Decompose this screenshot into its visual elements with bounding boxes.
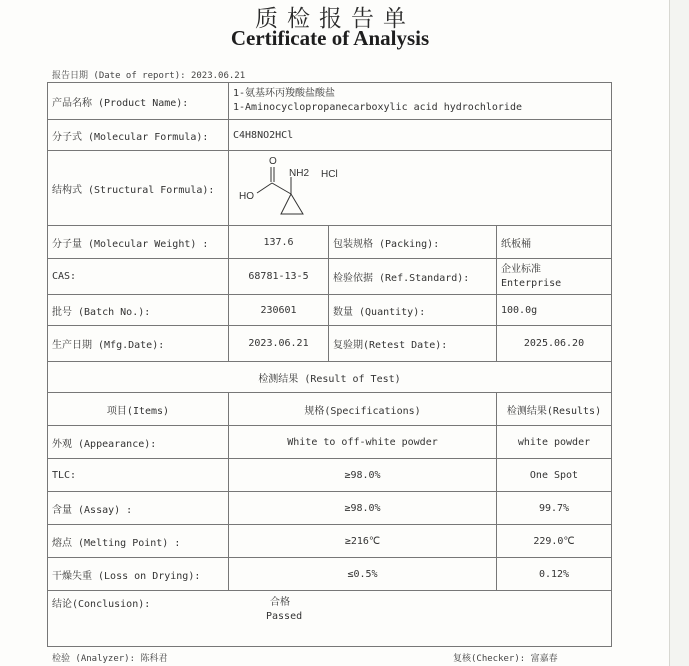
- result-item: TLC:: [48, 459, 229, 492]
- header-results: 检测结果(Results): [497, 393, 612, 426]
- weight-value: 137.6: [229, 226, 329, 259]
- product-name-cn: 1-氨基环丙羧酸盐酸盐: [233, 88, 336, 99]
- batch-label: 批号 (Batch No.):: [48, 295, 229, 326]
- date-row: [48, 326, 612, 362]
- product-name-value: [229, 83, 612, 120]
- result-item: 含量 (Assay) :: [48, 492, 229, 525]
- conclusion-value-en: Passed: [266, 611, 303, 622]
- cas-row: [48, 259, 612, 295]
- result-row: [48, 426, 612, 459]
- results-section-row: [48, 362, 612, 393]
- report-date: 报告日期 (Date of report): 2023.06.21: [52, 71, 246, 81]
- results-header-row: [48, 393, 612, 426]
- product-name-label: 产品名称 (Product Name):: [48, 83, 229, 120]
- checker-signature: 复核(Checker): 富嘉春: [453, 654, 558, 664]
- formula-row: [48, 120, 612, 151]
- conclusion-value-cn: 合格: [270, 597, 290, 608]
- conclusion-cell: [48, 591, 612, 647]
- results-section-title: 检测结果 (Result of Test): [48, 362, 612, 393]
- packing-label: 包装规格 (Packing):: [329, 226, 497, 259]
- result-row: [48, 459, 612, 492]
- header-items: 项目(Items): [48, 393, 229, 426]
- result-spec: White to off-white powder: [229, 426, 497, 459]
- result-row: [48, 525, 612, 558]
- conclusion-row: [48, 591, 612, 647]
- retest-date-label: 复验期(Retest Date):: [329, 326, 497, 362]
- structure-label: 结构式 (Structural Formula):: [48, 151, 229, 226]
- result-item: 干燥失重 (Loss on Drying):: [48, 558, 229, 591]
- result-item: 熔点 (Melting Point) :: [48, 525, 229, 558]
- ref-standard-label: 检验依据 (Ref.Standard):: [329, 259, 497, 295]
- batch-value: 230601: [229, 295, 329, 326]
- result-value: One Spot: [497, 459, 612, 492]
- product-name-en: 1-Aminocyclopropanecarboxylic acid hydrochloride: [233, 102, 522, 113]
- result-value: 99.7%: [497, 492, 612, 525]
- retest-date-value: 2025.06.20: [497, 326, 612, 362]
- hcl-label: HCl: [321, 169, 338, 180]
- title-english: Certificate of Analysis: [230, 26, 430, 50]
- result-value: white powder: [497, 426, 612, 459]
- analyzer-signature: 检验 (Analyzer): 陈科君: [52, 654, 168, 664]
- quantity-value: 100.0g: [497, 295, 612, 326]
- structure-row: [48, 151, 612, 226]
- oxygen-label: O: [269, 156, 277, 167]
- packing-value: 纸板桶: [497, 226, 612, 259]
- cyclopropane-ring: [281, 194, 303, 214]
- weight-row: [48, 226, 612, 259]
- cas-value: 68781-13-5: [229, 259, 329, 295]
- hydroxyl-bond: [257, 183, 272, 193]
- result-spec: ≥216℃: [229, 525, 497, 558]
- result-spec: ≤0.5%: [229, 558, 497, 591]
- carboxyl-bond: [272, 183, 291, 194]
- quantity-label: 数量 (Quantity):: [329, 295, 497, 326]
- result-row: [48, 558, 612, 591]
- result-spec: ≥98.0%: [229, 492, 497, 525]
- formula-value: C4H8NO2HCl: [229, 120, 612, 151]
- weight-label: 分子量 (Molecular Weight) :: [48, 226, 229, 259]
- result-item: 外观 (Appearance):: [48, 426, 229, 459]
- result-row: [48, 492, 612, 525]
- mfg-date-value: 2023.06.21: [229, 326, 329, 362]
- result-value: 229.0℃: [497, 525, 612, 558]
- structure-cell: [229, 151, 612, 226]
- right-edge-strip: [669, 0, 689, 666]
- amine-label: NH2: [289, 168, 310, 179]
- title-chinese: 质检报告单: [255, 6, 415, 32]
- formula-label: 分子式 (Molecular Formula):: [48, 120, 229, 151]
- conclusion-label: 结论(Conclusion):: [52, 599, 151, 610]
- batch-row: [48, 295, 612, 326]
- coa-table: [47, 82, 612, 647]
- ref-standard-cn: 企业标准: [501, 263, 541, 275]
- result-value: 0.12%: [497, 558, 612, 591]
- mfg-date-label: 生产日期 (Mfg.Date):: [48, 326, 229, 362]
- product-name-row: [48, 83, 612, 120]
- ref-standard-value: [497, 259, 612, 295]
- structural-formula-drawing: [233, 152, 433, 224]
- header-specifications: 规格(Specifications): [229, 393, 497, 426]
- hydroxyl-label: HO: [239, 191, 254, 202]
- result-spec: ≥98.0%: [229, 459, 497, 492]
- cas-label: CAS:: [48, 259, 229, 295]
- ref-standard-en: Enterprise: [501, 277, 562, 289]
